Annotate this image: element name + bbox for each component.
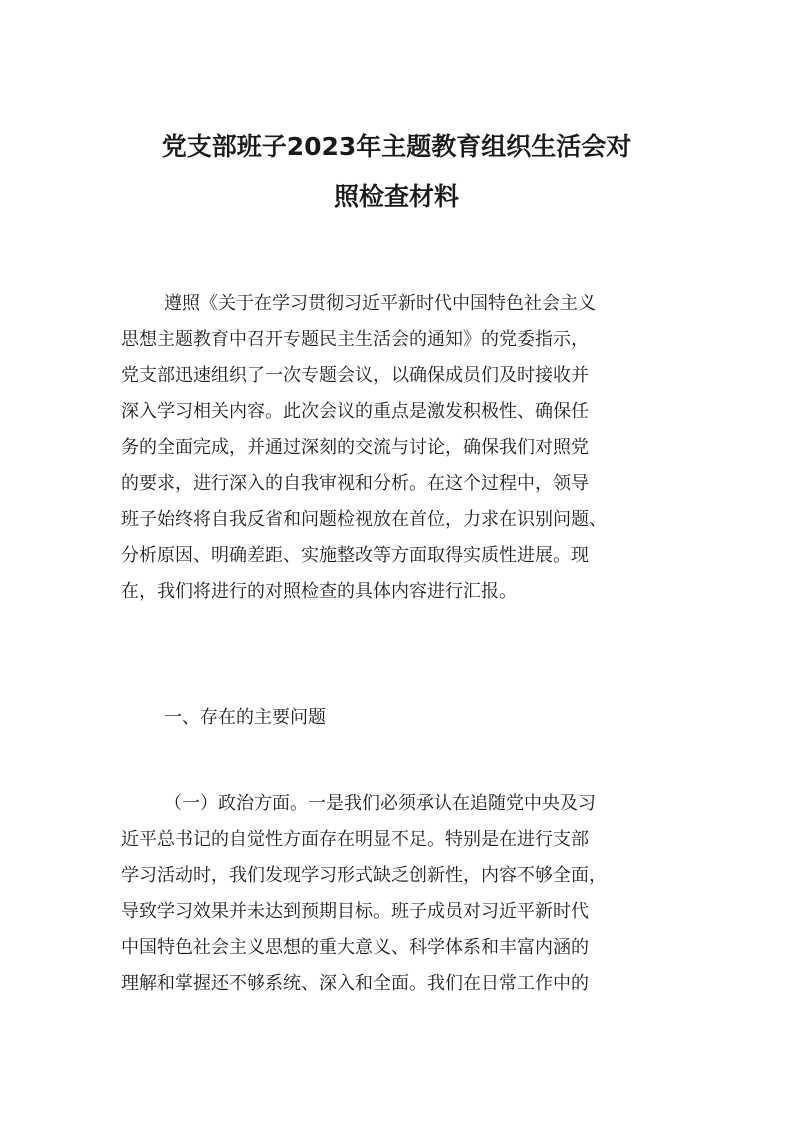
paragraph-line: 思想主题教育中召开专题民主生活会的通知》的党委指示， bbox=[121, 329, 589, 350]
intro-paragraph bbox=[121, 286, 681, 610]
paragraph-line: 党支部迅速组织了一次专题会议，以确保成员们及时接收并 bbox=[121, 365, 589, 386]
paragraph-line: （一）政治方面。一是我们必须承认在追随党中央及习 bbox=[164, 793, 596, 814]
document-title bbox=[110, 122, 683, 222]
paragraph-line: 务的全面完成，并通过深刻的交流与讨论，确保我们对照党 bbox=[121, 437, 589, 458]
paragraph-line: 中国特色社会主义思想的重大意义、科学体系和丰富内涵的 bbox=[121, 937, 589, 958]
paragraph-line: 近平总书记的自觉性方面存在明显不足。特别是在进行支部 bbox=[121, 829, 589, 850]
paragraph-line: 遵照《关于在学习贯彻习近平新时代中国特色社会主义 bbox=[164, 293, 596, 314]
title-line: 照检查材料 bbox=[333, 182, 459, 211]
section-paragraph bbox=[121, 786, 681, 1002]
paragraph-line: 在，我们将进行的对照检查的具体内容进行汇报。 bbox=[121, 581, 517, 602]
paragraph-line: 深入学习相关内容。此次会议的重点是激发积极性、确保任 bbox=[121, 401, 589, 422]
paragraph-line: 班子始终将自我反省和问题检视放在首位，力求在识别问题、 bbox=[121, 509, 607, 530]
paragraph-line: 理解和掌握还不够系统、深入和全面。我们在日常工作中的 bbox=[121, 973, 589, 994]
paragraph-line: 的要求，进行深入的自我审视和分析。在这个过程中，领导 bbox=[121, 473, 589, 494]
section-heading-text: 一、存在的主要问题 bbox=[164, 707, 326, 728]
paragraph-line: 分析原因、明确差距、实施整改等方面取得实质性进展。现 bbox=[121, 545, 589, 566]
section-heading bbox=[121, 700, 681, 736]
paragraph-line: 学习活动时，我们发现学习形式缺乏创新性，内容不够全面， bbox=[121, 865, 607, 886]
paragraph-line: 导致学习效果并未达到预期目标。班子成员对习近平新时代 bbox=[121, 901, 589, 922]
title-line: 党支部班子2023年主题教育组织生活会对 bbox=[161, 132, 632, 161]
